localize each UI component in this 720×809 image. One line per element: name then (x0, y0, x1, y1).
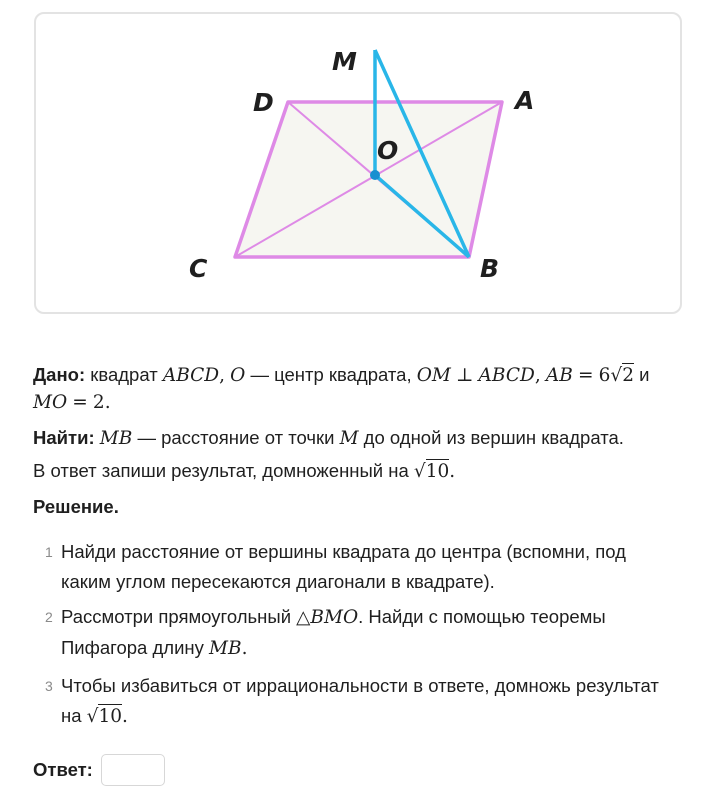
answer-note (33, 458, 693, 485)
step-period: . (122, 706, 128, 727)
math-ab: AB (545, 365, 573, 386)
sqrt-sign: √ (86, 706, 99, 727)
sqrt-sign: √ (610, 365, 623, 386)
step-line-1: Найди расстояние от вершины квадрата до центра (вспомни, под (61, 541, 626, 562)
sqrt-sign: √ (413, 461, 426, 482)
answer-label: Ответ: (33, 759, 93, 780)
step-number: 2 (45, 609, 53, 625)
given-label: Дано: (33, 364, 86, 385)
step-line-2a: Пифагора длину (61, 637, 204, 658)
label-o: O (377, 136, 399, 165)
step-text (61, 671, 703, 732)
find-text-2: до одной из вершин квадрата. (363, 427, 624, 448)
step-item (33, 537, 703, 597)
step-text (61, 537, 703, 597)
math-m: M (339, 428, 359, 449)
math-mo-value: 2 (92, 392, 105, 413)
label-d: D (253, 88, 274, 117)
step-text-pre: Рассмотри прямоугольный (61, 606, 292, 627)
find-text: — расстояние от точки (137, 427, 335, 448)
geometry-figure (36, 14, 684, 316)
given-and: и (639, 364, 650, 385)
math-o: O (230, 365, 246, 386)
find-paragraph (33, 425, 693, 452)
step-item (33, 602, 703, 664)
answer-input[interactable] (101, 754, 165, 786)
math-eq: = (577, 365, 594, 386)
math-om: OM (416, 365, 451, 386)
math-bmo: BMO (310, 607, 359, 628)
solution-heading: Решение. (33, 496, 119, 517)
step-item (33, 671, 703, 732)
step-line-2: каким углом пересекаются диагонали в квадрате). (61, 571, 495, 592)
given-text-1: квадрат (90, 364, 158, 385)
step-number: 1 (45, 544, 53, 560)
label-c: C (189, 254, 208, 283)
given-text-2: — центр квадрата, (250, 364, 412, 385)
math-six: 6 (598, 365, 611, 386)
math-mb: MB (99, 428, 133, 449)
sqrt-radicand: 10 (425, 461, 450, 482)
label-b: B (480, 254, 500, 283)
find-label: Найти: (33, 427, 95, 448)
math-abcd-2: ABCD (478, 365, 535, 386)
math-mo: MO (33, 392, 68, 413)
sqrt-radicand: 2 (622, 365, 634, 386)
math-eq-2: = (72, 392, 88, 413)
math-mb: MB (209, 638, 242, 659)
given-paragraph (33, 362, 693, 416)
step-text (61, 602, 703, 664)
answer-note-text: В ответ запиши результат, домноженный на (33, 460, 409, 481)
sqrt-radicand: 10 (98, 706, 122, 727)
answer-note-period: . (449, 461, 456, 482)
triangle-symbol: △ (296, 607, 311, 628)
math-period: . (104, 392, 111, 413)
figure-card (34, 12, 682, 314)
answer-row (33, 752, 165, 788)
step-text-post: . Найди с помощью теоремы (358, 606, 606, 627)
label-m: M (332, 47, 357, 76)
math-perp: ⊥ (455, 365, 474, 386)
step-period: . (241, 638, 248, 659)
math-abcd: ABCD (162, 365, 220, 386)
label-a: A (515, 86, 535, 115)
step-line-1: Чтобы избавиться от иррациональности в ответе, домножь результат (61, 675, 659, 696)
math-comma-2: , (534, 365, 541, 386)
step-line-2a: на (61, 705, 82, 726)
point-o (370, 170, 380, 180)
step-number: 3 (45, 678, 53, 694)
math-comma: , (219, 365, 226, 386)
